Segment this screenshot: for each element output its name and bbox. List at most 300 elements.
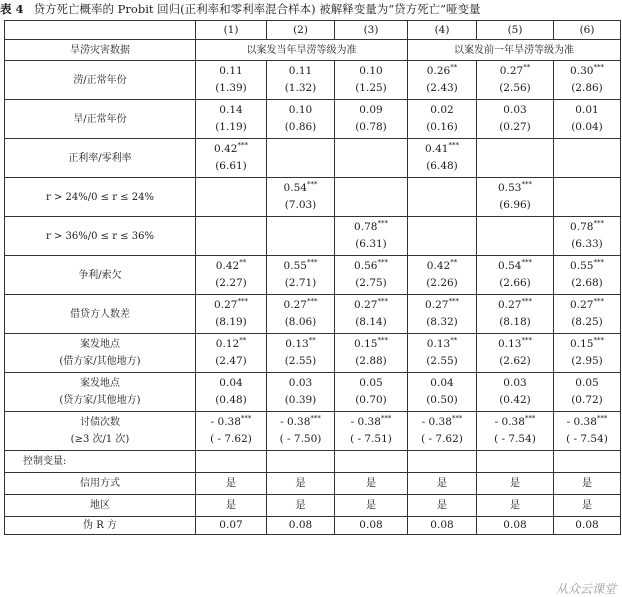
row-label-line: 讨债次数 <box>80 417 120 428</box>
coefficient-line <box>408 141 476 158</box>
table-cell <box>554 256 621 295</box>
coefficient: 0.30 <box>570 65 594 77</box>
coefficient-line <box>408 336 476 353</box>
coefficient: 0.04 <box>430 377 454 389</box>
coefficient: 0.13 <box>285 338 309 350</box>
column-header: (2) <box>267 21 335 40</box>
row-label <box>5 217 196 256</box>
coefficient: 0.11 <box>219 65 243 77</box>
significance-stars: *** <box>310 414 321 423</box>
significance-stars: *** <box>448 141 459 150</box>
row-label <box>5 256 196 295</box>
row-label-line: r > 24%/0 ≤ r ≤ 24% <box>46 191 154 203</box>
coefficient: 0.54 <box>498 260 522 272</box>
table-cell <box>408 412 477 451</box>
coefficient: 0.78 <box>570 221 594 233</box>
t-statistic: (1.32) <box>284 82 317 94</box>
significance-stars: *** <box>240 414 252 423</box>
t-statistic: (1.25) <box>355 82 387 94</box>
significance-stars: ** <box>239 258 247 267</box>
coefficient-line <box>267 180 334 197</box>
coefficient: 0.27 <box>498 299 522 311</box>
significance-stars: *** <box>380 414 392 423</box>
t-statistic: (0.27) <box>499 121 531 133</box>
t-statistic: (2.55) <box>284 355 317 367</box>
coefficient: 0.56 <box>354 260 378 272</box>
row-label <box>5 178 196 217</box>
table-cell: 0.08 <box>408 517 477 535</box>
t-statistic: (0.72) <box>571 394 603 406</box>
coefficient-line <box>267 414 334 431</box>
coefficient: 0.03 <box>503 104 527 116</box>
significance-stars: *** <box>451 414 463 423</box>
coefficient: - 0.38 <box>350 416 381 428</box>
table-cell <box>267 334 335 373</box>
t-statistic: (6.48) <box>426 160 458 172</box>
table-cell <box>196 100 267 139</box>
coefficient-line <box>477 297 553 314</box>
row-label-line: r > 36%/0 ≤ r ≤ 36% <box>46 230 154 242</box>
coefficient: 0.05 <box>359 377 383 389</box>
table-cell <box>477 139 554 178</box>
table-cell: 是 <box>267 473 335 495</box>
watermark: 从众云课堂 <box>555 582 616 596</box>
table-cell <box>267 412 335 451</box>
table-cell <box>335 139 408 178</box>
table-cell: 是 <box>196 495 267 517</box>
controls-label: 控制变量: <box>5 451 196 473</box>
coefficient-line <box>554 258 620 275</box>
coefficient: 0.42 <box>426 260 451 272</box>
coefficient: 0.27 <box>499 65 524 77</box>
control-row <box>5 473 621 495</box>
table-cell <box>554 451 621 473</box>
table-cell <box>267 295 335 334</box>
row-label-line: 案发地点 <box>80 378 120 389</box>
table-cell <box>267 217 335 256</box>
row-label <box>5 334 196 373</box>
table-cell <box>408 139 477 178</box>
row-label <box>5 139 196 178</box>
table-cell: 是 <box>554 473 621 495</box>
table-cell <box>335 295 408 334</box>
subheader-group-2: 以案发前一年旱涝等级为准 <box>408 40 621 61</box>
table-cell <box>196 256 267 295</box>
table-cell <box>335 412 408 451</box>
coefficient-line <box>408 375 476 392</box>
coefficient-line <box>335 63 407 80</box>
table-row <box>5 61 621 100</box>
row-label: 地区 <box>5 495 196 517</box>
row-label-line: 旱/正常年份 <box>73 113 127 125</box>
row-label-line: 争利/索欠 <box>78 269 122 281</box>
coefficient: 0.05 <box>575 377 599 389</box>
table-row <box>5 100 621 139</box>
coefficient-line <box>477 63 553 80</box>
table-cell <box>335 178 408 217</box>
coefficient-line <box>477 414 553 431</box>
coefficient-line <box>554 297 620 314</box>
row-label-line: 正利率/零利率 <box>68 152 132 164</box>
coefficient: 0.11 <box>288 65 313 77</box>
column-header: (3) <box>335 21 408 40</box>
row-label <box>5 100 196 139</box>
coefficient: 0.13 <box>498 338 522 350</box>
table-cell <box>267 373 335 412</box>
significance-stars: *** <box>448 297 459 306</box>
coefficient-line <box>335 102 407 119</box>
table-cell: 是 <box>335 495 408 517</box>
table-row <box>5 412 621 451</box>
table-cell <box>477 412 554 451</box>
t-statistic: (2.55) <box>426 355 458 367</box>
coefficient-line <box>267 297 334 314</box>
table-cell <box>477 295 554 334</box>
table-cell: 0.08 <box>554 517 621 535</box>
table-cell <box>554 295 621 334</box>
table-row <box>5 139 621 178</box>
table-row <box>5 295 621 334</box>
regression-table <box>4 20 621 535</box>
table-cell <box>196 178 267 217</box>
significance-stars: *** <box>377 336 388 345</box>
table-cell <box>408 61 477 100</box>
table-cell <box>196 61 267 100</box>
significance-stars: *** <box>237 297 248 306</box>
coefficient: 0.42 <box>214 143 238 155</box>
control-row <box>5 495 621 517</box>
column-header: (6) <box>554 21 621 40</box>
t-statistic: (2.43) <box>426 82 458 94</box>
coefficient: 0.03 <box>503 377 527 389</box>
coefficient-line <box>196 141 266 158</box>
t-statistic: (6.96) <box>499 199 531 211</box>
significance-stars: *** <box>306 297 318 306</box>
coefficient-line <box>267 102 334 119</box>
coefficient-line <box>554 414 620 431</box>
t-statistic: (2.62) <box>499 355 531 367</box>
coefficient: 0.14 <box>219 104 243 116</box>
significance-stars: ** <box>450 63 458 72</box>
coefficient-line <box>335 414 407 431</box>
table-cell <box>477 217 554 256</box>
coefficient: 0.03 <box>288 377 313 389</box>
table-cell <box>267 100 335 139</box>
table-cell <box>196 217 267 256</box>
table-cell <box>267 256 335 295</box>
t-statistic: (2.47) <box>215 355 247 367</box>
table-cell: 0.08 <box>335 517 408 535</box>
t-statistic: (1.19) <box>215 121 247 133</box>
coefficient: 0.12 <box>215 338 240 350</box>
t-statistic: (2.68) <box>571 277 603 289</box>
coefficient-line <box>554 219 620 236</box>
table-number: 表 4 <box>0 2 24 16</box>
coefficient-line <box>554 102 620 119</box>
table-cell: 是 <box>335 473 408 495</box>
t-statistic: (8.25) <box>571 316 603 328</box>
coefficient: - 0.38 <box>280 416 311 428</box>
table-cell <box>477 373 554 412</box>
table-cell <box>335 217 408 256</box>
table-cell <box>267 451 335 473</box>
table-cell <box>408 451 477 473</box>
significance-stars: ** <box>308 336 316 345</box>
coefficient-line <box>554 336 620 353</box>
table-cell <box>554 61 621 100</box>
row-label-line: 案发地点 <box>80 339 120 350</box>
table-cell: 是 <box>196 473 267 495</box>
row-label-line: (≥3 次/1 次) <box>70 434 130 445</box>
significance-stars: *** <box>524 414 536 423</box>
significance-stars: *** <box>377 219 388 228</box>
t-statistic: (8.14) <box>355 316 387 328</box>
subheader-group-1: 以案发当年旱涝等级为准 <box>196 40 408 61</box>
significance-stars: *** <box>596 414 608 423</box>
t-statistic: (0.78) <box>355 121 387 133</box>
significance-stars: *** <box>593 336 604 345</box>
coefficient-line <box>196 336 266 353</box>
coefficient-line <box>196 375 266 392</box>
table-row <box>5 373 621 412</box>
coefficient: 0.15 <box>570 338 594 350</box>
coefficient-line <box>335 219 407 236</box>
table-title <box>0 0 622 20</box>
significance-stars: *** <box>521 336 532 345</box>
table-cell <box>267 61 335 100</box>
t-statistic: (2.66) <box>499 277 531 289</box>
table-cell: 是 <box>477 495 554 517</box>
table-cell <box>554 412 621 451</box>
t-statistic: ( - 7.62) <box>210 433 252 445</box>
table-cell <box>408 373 477 412</box>
table-title-text: 贷方死亡概率的 Probit 回归(正利率和零利率混合样本) 被解释变量为“贷方死亡”哑变量 <box>33 2 481 16</box>
t-statistic: (2.95) <box>571 355 603 367</box>
t-statistic: (2.86) <box>571 82 603 94</box>
controls-header-row <box>5 451 621 473</box>
coefficient: 0.27 <box>354 299 378 311</box>
table-cell <box>335 100 408 139</box>
table-cell <box>554 139 621 178</box>
table-cell: 0.08 <box>267 517 335 535</box>
table-cell <box>554 100 621 139</box>
table-cell <box>335 256 408 295</box>
coefficient-line <box>335 297 407 314</box>
row-label-line: 借贷方人数差 <box>70 308 130 320</box>
coefficient: 0.55 <box>283 260 307 272</box>
coefficient: 0.09 <box>359 104 383 116</box>
column-header: (4) <box>408 21 477 40</box>
table-cell <box>335 61 408 100</box>
row-label: 信用方式 <box>5 473 196 495</box>
significance-stars: *** <box>593 219 604 228</box>
t-statistic: (2.27) <box>215 277 247 289</box>
table-cell <box>408 100 477 139</box>
coefficient: 0.41 <box>425 143 449 155</box>
coefficient: - 0.38 <box>566 416 597 428</box>
table-cell <box>408 217 477 256</box>
table-row <box>5 256 621 295</box>
coefficient: 0.42 <box>215 260 240 272</box>
t-statistic: ( - 7.62) <box>421 433 463 445</box>
t-statistic: (0.39) <box>284 394 317 406</box>
table-cell <box>335 373 408 412</box>
table-cell <box>267 178 335 217</box>
coefficient-line <box>477 258 553 275</box>
t-statistic: (0.42) <box>499 394 531 406</box>
table-cell <box>408 178 477 217</box>
coefficient: 0.02 <box>430 104 454 116</box>
coefficient: 0.27 <box>214 299 238 311</box>
coefficient: 0.54 <box>283 182 307 194</box>
coefficient: 0.13 <box>426 338 451 350</box>
column-header: (5) <box>477 21 554 40</box>
t-statistic: (7.03) <box>284 199 317 211</box>
table-cell <box>408 334 477 373</box>
table-cell <box>408 256 477 295</box>
table-cell <box>335 451 408 473</box>
table-cell <box>196 295 267 334</box>
significance-stars: ** <box>523 63 531 72</box>
table-cell <box>267 139 335 178</box>
t-statistic: (6.33) <box>571 238 603 250</box>
table-cell <box>554 373 621 412</box>
coefficient-line <box>554 63 620 80</box>
coefficient-line <box>477 180 553 197</box>
table-row <box>5 334 621 373</box>
coefficient-line <box>477 336 553 353</box>
table-row <box>5 178 621 217</box>
table-cell <box>477 334 554 373</box>
t-statistic: (2.88) <box>355 355 387 367</box>
coefficient-line <box>408 102 476 119</box>
table-cell <box>477 256 554 295</box>
coefficient-line <box>477 375 553 392</box>
table-cell: 是 <box>477 473 554 495</box>
coefficient-line <box>267 375 334 392</box>
t-statistic: (8.18) <box>499 316 531 328</box>
coefficient: 0.01 <box>575 104 599 116</box>
row-label-line: 涝/正常年份 <box>73 74 127 86</box>
t-statistic: (2.75) <box>355 277 387 289</box>
row-label: 伪 R 方 <box>5 517 196 535</box>
row-label-line: (借方家/其他地方) <box>59 356 141 367</box>
row-label-line: (贷方家/其他地方) <box>59 395 141 406</box>
t-statistic: (1.39) <box>215 82 247 94</box>
t-statistic: (2.56) <box>499 82 531 94</box>
coefficient-line <box>196 258 266 275</box>
coefficient: - 0.38 <box>210 416 241 428</box>
coefficient: 0.04 <box>219 377 243 389</box>
coefficient: 0.26 <box>426 65 451 77</box>
coefficient-line <box>477 102 553 119</box>
table-cell: 是 <box>408 473 477 495</box>
table-cell: 是 <box>267 495 335 517</box>
coefficient-line <box>408 414 476 431</box>
coefficient: 0.78 <box>354 221 378 233</box>
subheader-row <box>5 40 621 61</box>
coefficient-line <box>196 102 266 119</box>
row-label <box>5 61 196 100</box>
column-header: (1) <box>196 21 267 40</box>
significance-stars: *** <box>593 63 604 72</box>
column-header-row <box>5 21 621 40</box>
table-cell <box>554 217 621 256</box>
significance-stars: *** <box>377 258 388 267</box>
table-cell: 是 <box>554 495 621 517</box>
coefficient: 0.55 <box>570 260 594 272</box>
coefficient: 0.27 <box>425 299 449 311</box>
table-cell <box>477 61 554 100</box>
t-statistic: (2.26) <box>426 277 458 289</box>
t-statistic: (8.06) <box>284 316 317 328</box>
table-cell <box>196 139 267 178</box>
coefficient: 0.10 <box>288 104 313 116</box>
pseudo-r2-row <box>5 517 621 535</box>
significance-stars: ** <box>450 336 458 345</box>
significance-stars: *** <box>593 297 604 306</box>
coefficient-line <box>267 258 334 275</box>
table-row <box>5 217 621 256</box>
t-statistic: (2.71) <box>284 277 317 289</box>
table-cell <box>477 178 554 217</box>
coefficient-line <box>196 63 266 80</box>
coefficient-line <box>408 258 476 275</box>
table-cell <box>335 334 408 373</box>
table-cell <box>196 451 267 473</box>
subheader-label: 旱涝灾害数据 <box>5 40 196 61</box>
table-cell: 是 <box>408 495 477 517</box>
coefficient: 0.27 <box>283 299 307 311</box>
significance-stars: *** <box>521 258 532 267</box>
significance-stars: *** <box>521 297 532 306</box>
t-statistic: ( - 7.51) <box>350 433 392 445</box>
significance-stars: ** <box>450 258 458 267</box>
row-label <box>5 373 196 412</box>
significance-stars: ** <box>239 336 247 345</box>
coefficient-line <box>267 336 334 353</box>
significance-stars: *** <box>306 258 318 267</box>
coefficient: 0.15 <box>354 338 378 350</box>
coefficient: - 0.38 <box>421 416 452 428</box>
coefficient: - 0.38 <box>494 416 525 428</box>
coefficient: 0.10 <box>359 65 383 77</box>
table-cell <box>196 334 267 373</box>
significance-stars: *** <box>593 258 604 267</box>
table-cell: 0.07 <box>196 517 267 535</box>
coefficient-line <box>408 297 476 314</box>
coefficient-line <box>408 63 476 80</box>
t-statistic: (8.19) <box>215 316 247 328</box>
t-statistic: (0.04) <box>571 121 603 133</box>
significance-stars: *** <box>377 297 388 306</box>
header-corner <box>5 21 196 40</box>
t-statistic: (0.86) <box>284 121 317 133</box>
t-statistic: (0.16) <box>426 121 458 133</box>
t-statistic: ( - 7.54) <box>494 433 536 445</box>
t-statistic: ( - 7.50) <box>279 433 322 445</box>
row-label <box>5 295 196 334</box>
t-statistic: (6.31) <box>355 238 387 250</box>
t-statistic: (0.70) <box>355 394 387 406</box>
coefficient-line <box>196 414 266 431</box>
coefficient: 0.27 <box>570 299 594 311</box>
coefficient: 0.53 <box>498 182 522 194</box>
table-cell <box>408 295 477 334</box>
table-cell <box>196 412 267 451</box>
table-cell <box>554 334 621 373</box>
table-cell <box>477 451 554 473</box>
